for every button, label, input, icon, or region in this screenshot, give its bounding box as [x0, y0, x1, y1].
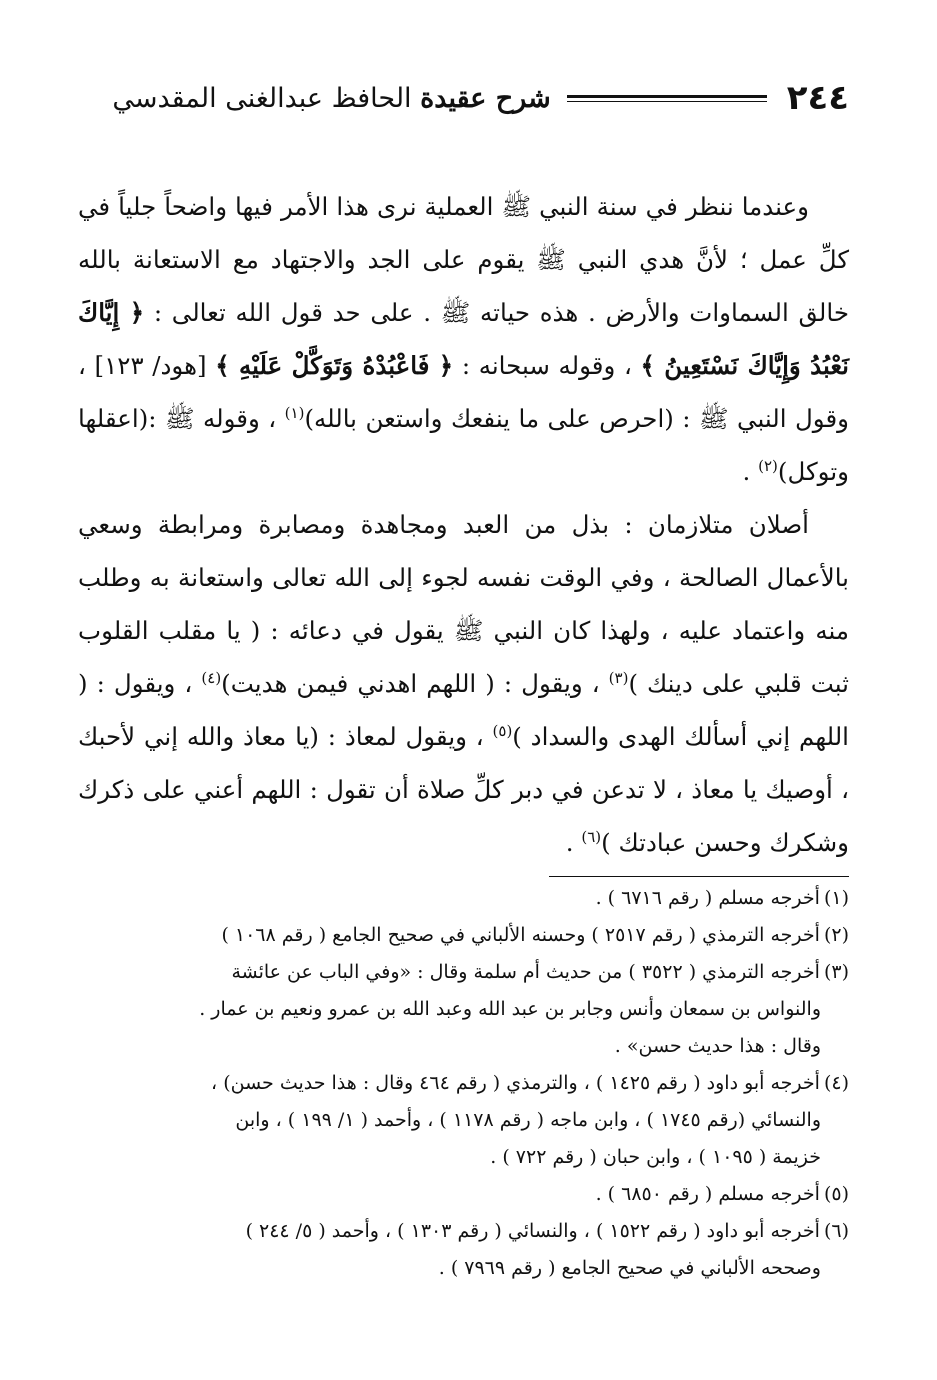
footnote-6 [78, 1213, 849, 1287]
footnote-5 [78, 1176, 849, 1213]
paragraph-2-text-d: ، ويقول لمعاذ : (يا معاذ والله إني لأحبك ، أوصيك يا معاذ ، لا تدعن في دبر كلِّ صلاة أن تقول : اللهم أعني على ذكرك وشكرك وحسن عبادتك ) [78, 722, 849, 857]
footnote-ref-3[interactable]: (٣) [608, 668, 629, 687]
paragraph-1 [78, 180, 849, 498]
footnote-text: أخرجه أبو داود ( رقم ١٥٢٢ ) ، والنسائي ( رقم ١٣٠٣ ) ، وأحمد ( ٥/ ٢٤٤ ) [245, 1220, 820, 1242]
footnote-ref-6[interactable]: (٦) [581, 827, 602, 846]
footnote-number: (٣) [823, 961, 849, 983]
paragraph-2-text-e: . [565, 828, 574, 857]
footnote-ref-2[interactable]: (٢) [758, 456, 778, 475]
footnote-3 [78, 954, 849, 1065]
footnote-continuation: وقال : هذا حديث حسن» . [614, 1035, 821, 1057]
footnote-text: أخرجه الترمذي ( رقم ٢٥١٧ ) وحسنه الألباني في صحيح الجامع ( رقم ١٠٦٨ ) [221, 924, 820, 946]
footnote-text: أخرجه مسلم ( رقم ٦٧١٦ ) . [595, 887, 820, 909]
page-number: ٢٤٤ [786, 78, 849, 118]
paragraph-2-text-b: ، ويقول : ( اللهم اهدني فيمن هديت) [221, 669, 600, 698]
quran-verse-2: ﴿ فَاعْبُدْهُ وَتَوَكَّلْ عَلَيْهِ ﴾ [215, 351, 454, 380]
footnote-number: (٦) [823, 1220, 849, 1242]
running-header [70, 68, 849, 128]
footnote-text: أخرجه أبو داود ( رقم ١٤٢٥ ) ، والترمذي ( رقم ٤٦٤ وقال : هذا حديث حسن) ، [211, 1072, 820, 1094]
paragraph-1-text: وعندما ننظر في سنة النبي ﷺ العملية نرى هذا الأمر فيها واضحاً جلياً في كلِّ عمل ؛ لأنَّ هدي النبي ﷺ يقوم على الجد والاجتهاد مع الاستعانة بالله خالق السماوات والأرض . هذه حياته ﷺ . على حد قول الله تعالى : [78, 192, 849, 327]
paragraph-1-text-d: ، وقوله ﷺ :(اعقلها وتوكل) [78, 404, 849, 486]
footnote-text: أخرجه مسلم ( رقم ٦٨٥٠ ) . [595, 1183, 820, 1205]
book-title-rest: الحافظ عبدالغنى المقدسي [112, 82, 412, 114]
paragraph-2-text: أصلان متلازمان : بذل من العبد ومجاهدة ومصابرة ومرابطة وسعي بالأعمال الصالحة ، وفي الوقت نفسه لجوء إلى الله تعالى واستعانة به وطلب منه واعتماد عليه ، ولهذا كان النبي ﷺ يقول في دعائه : ( يا مقلب القلوب ثبت قلبي على دينك ) [78, 510, 849, 698]
footnote-1 [78, 880, 849, 917]
paragraph-2 [78, 498, 849, 869]
book-title [112, 83, 550, 114]
book-title-bold: شرح عقيدة [420, 82, 551, 114]
paragraph-1-text-e: . [742, 457, 751, 486]
paragraph-1-text-c: [هود/ ١٢٣] ، وقول النبي ﷺ : (احرص على ما ينفعك واستعن بالله) [78, 351, 849, 433]
footnote-number: (٢) [823, 924, 849, 946]
footnote-text: أخرجه الترمذي ( ٣٥٢٢ ) من حديث أم سلمة وقال : «وفي الباب عن عائشة [231, 961, 820, 983]
quran-verse-1: ﴿ إِيَّاكَ نَعْبُدُ وَإِيَّاكَ نَسْتَعِينُ ﴾ [78, 298, 849, 380]
paragraph-1-text-b: ، وقوله سبحانه : [461, 351, 632, 380]
footnote-2 [78, 917, 849, 954]
footnote-continuation: والنواس بن سمعان وأنس وجابر بن عبد الله وعبد الله بن عمرو ونعيم بن عمار . [199, 998, 821, 1020]
footnote-ref-5[interactable]: (٥) [492, 721, 513, 740]
main-text [78, 180, 849, 869]
footnote-continuation: وصححه الألباني في صحيح الجامع ( رقم ٧٩٦٩ ) . [438, 1257, 821, 1279]
footnote-ref-4[interactable]: (٤) [201, 668, 222, 687]
paragraph-2-text-c: ، ويقول : ( اللهم إني أسألك الهدى والسداد ) [78, 669, 849, 751]
footnote-ref-1[interactable]: (١) [284, 403, 305, 422]
footnote-number: (١) [823, 887, 849, 909]
footnote-number: (٥) [823, 1183, 849, 1205]
footnote-4 [78, 1065, 849, 1176]
footnote-continuation: خزيمة ( ١٠٩٥ ) ، وابن حبان ( رقم ٧٢٢ ) . [490, 1146, 821, 1168]
footnote-separator [549, 876, 849, 877]
footnote-number: (٤) [823, 1072, 849, 1094]
header-rule [567, 95, 767, 102]
footnotes [78, 880, 849, 1287]
footnote-continuation: والنسائي (رقم ١٧٤٥ ) ، وابن ماجه ( رقم ١١٧٨ ) ، وأحمد ( ١/ ١٩٩ ) ، وابن [235, 1109, 821, 1131]
